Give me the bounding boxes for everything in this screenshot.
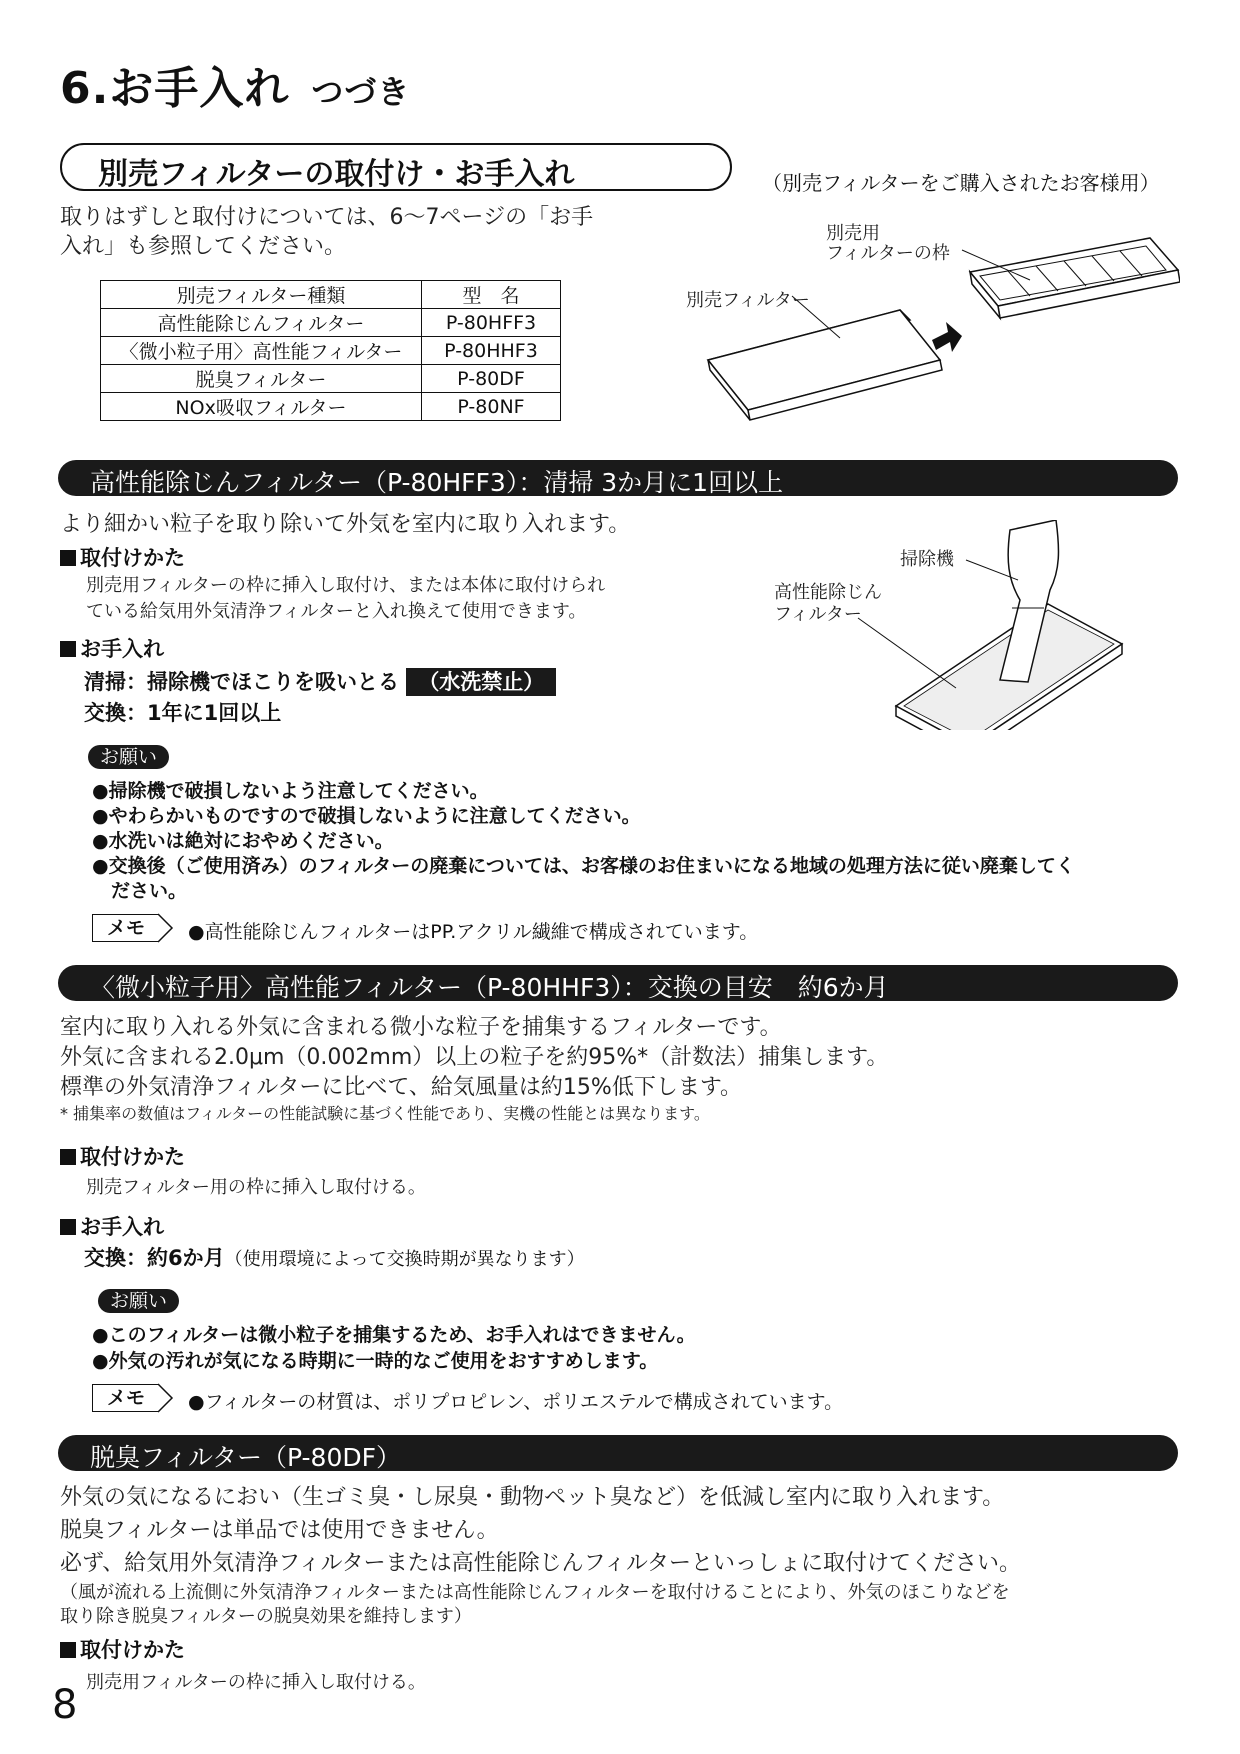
vacuum-label: 掃除機 bbox=[900, 549, 954, 570]
heading-text: お手入れ bbox=[80, 637, 164, 661]
section-bar-title: 高性能除じんフィルター（P-80HFF3）：清掃 3か月に1回以上 bbox=[90, 468, 784, 497]
section-heading-text: 別売フィルターの取付け・お手入れ bbox=[98, 157, 575, 192]
df-line-3: 必ず、給気用外気清浄フィルターまたは高性能除じんフィルターといっしょに取付けてください。 bbox=[60, 1551, 1021, 1576]
section-bar-title: 〈微小粒子用〉高性能フィルター（P-80HHF3）：交換の目安 約6か月 bbox=[90, 973, 889, 1002]
table-header-cell: 型 名 bbox=[422, 281, 561, 309]
table-cell: P-80HHF3 bbox=[422, 337, 561, 365]
memo-tab-icon bbox=[158, 913, 178, 943]
hhf-replace-text: 交換：約6か月 bbox=[84, 1246, 225, 1270]
df-line-1: 外気の気になるにおい（生ゴミ臭・し尿臭・動物ペット臭など）を低減し室内に取り入れます。 bbox=[60, 1485, 1005, 1510]
df-line-2: 脱臭フィルターは単品では使用できません。 bbox=[60, 1518, 499, 1543]
hff-install-line-1: 別売用フィルターの枠に挿入し取付け、または本体に取付けられ bbox=[86, 575, 606, 596]
hff-request-5: ださい。 bbox=[92, 880, 188, 902]
hhf-replace-row bbox=[84, 1242, 585, 1272]
hhf-care-heading bbox=[60, 1211, 164, 1241]
hff-request-1: ●掃除機で破損しないよう注意してください。 bbox=[92, 780, 489, 802]
filter-frame-drawing bbox=[970, 238, 1180, 318]
hff-care-heading bbox=[60, 633, 164, 663]
df-install-text: 別売用フィルターの枠に挿入し取付ける。 bbox=[86, 1672, 426, 1693]
customer-note: （別売フィルターをご購入されたお客様用） bbox=[762, 171, 1160, 195]
page-title-sub: つづき bbox=[311, 73, 411, 111]
table-cell: NOx吸収フィルター bbox=[101, 393, 422, 421]
hff-install-heading bbox=[60, 542, 185, 572]
table-row bbox=[101, 393, 561, 421]
hff-request-4: ●交換後（ご使用済み）のフィルターの廃棄については、お客様のお住まいになる地域の処理方法に従い廃棄してく bbox=[92, 855, 1075, 877]
hff-clean-row bbox=[84, 666, 556, 696]
df-note-2: 取り除き脱臭フィルターの脱臭効果を維持します） bbox=[60, 1606, 472, 1627]
hff-lead: より細かい粒子を取り除いて外気を室内に取り入れます。 bbox=[60, 512, 631, 537]
hff-request-3: ●水洗いは絶対におやめください。 bbox=[92, 830, 394, 852]
table-cell: 高性能除じんフィルター bbox=[101, 309, 422, 337]
memo-tab-icon bbox=[158, 1383, 178, 1413]
heading-text: 取付けかた bbox=[80, 1145, 185, 1169]
hhf-line-3: 標準の外気清浄フィルターに比べて、給気風量は約15%低下します。 bbox=[60, 1075, 743, 1100]
hhf-memo-text: ●フィルターの材質は、ポリプロピレン、ポリエステルで構成されています。 bbox=[188, 1391, 844, 1413]
hff-request-badge bbox=[88, 742, 169, 769]
hhf-install-text: 別売フィルター用の枠に挿入し取付ける。 bbox=[86, 1177, 426, 1198]
hhf-install-heading bbox=[60, 1141, 185, 1171]
page-number: 8 bbox=[52, 1682, 78, 1728]
table-row bbox=[101, 309, 561, 337]
hhf-request-2: ●外気の汚れが気になる時期に一時的なご使用をおすすめします。 bbox=[92, 1350, 659, 1372]
df-install-heading bbox=[60, 1634, 185, 1664]
no-wash-badge: （水洗禁止） bbox=[406, 668, 556, 696]
badge-text: お願い bbox=[88, 745, 169, 769]
hhf-request-badge bbox=[98, 1286, 179, 1313]
hhf-memo-label: メモ bbox=[92, 1384, 159, 1412]
hff-clean-text: 清掃：掃除機でほこりを吸いとる bbox=[84, 670, 399, 694]
section-bar-df bbox=[58, 1435, 1178, 1471]
hff-memo-text: ●高性能除じんフィルターはPP.アクリル繊維で構成されています。 bbox=[188, 921, 759, 943]
hhf-line-2: 外気に含まれる2.0μm（0.002mm）以上の粒子を約95%*（計数法）捕集します。 bbox=[60, 1045, 889, 1070]
table-cell: 脱臭フィルター bbox=[101, 365, 422, 393]
section-bar-hff bbox=[58, 460, 1178, 496]
table-row bbox=[101, 337, 561, 365]
hff-install-line-2: ている給気用外気清浄フィルターと入れ換えて使用できます。 bbox=[86, 601, 587, 622]
frame-label: 別売用 フィルターの枠 bbox=[826, 223, 950, 264]
hff-replace-text: 交換：1年に1回以上 bbox=[84, 701, 282, 725]
hff-figure-label: 高性能除じん フィルター bbox=[774, 582, 882, 625]
section-bar-title: 脱臭フィルター（P-80DF） bbox=[90, 1443, 401, 1472]
heading-text: 取付けかた bbox=[80, 546, 185, 570]
table-row bbox=[101, 365, 561, 393]
page-title-main: 6.お手入れ bbox=[60, 63, 290, 114]
table-cell: 〈微小粒子用〉高性能フィルター bbox=[101, 337, 422, 365]
hhf-line-1: 室内に取り入れる外気に含まれる微小な粒子を捕集するフィルターです。 bbox=[60, 1015, 782, 1040]
intro-line-2: 入れ」も参照してください。 bbox=[60, 234, 347, 259]
table-cell: P-80DF bbox=[422, 365, 561, 393]
table-header-row bbox=[101, 281, 561, 309]
hhf-replace-note: （使用環境によって交換時期が異なります） bbox=[224, 1249, 585, 1270]
filter-label: 別売フィルター bbox=[686, 290, 810, 311]
table-header-cell: 別売フィルター種類 bbox=[101, 281, 422, 309]
optional-filter-drawing bbox=[708, 310, 942, 420]
page-title bbox=[60, 52, 410, 116]
hff-memo-label: メモ bbox=[92, 914, 159, 942]
arrow-icon bbox=[932, 322, 962, 352]
table-cell: P-80NF bbox=[422, 393, 561, 421]
heading-text: 取付けかた bbox=[80, 1638, 185, 1662]
df-note-1: （風が流れる上流側に外気清浄フィルターまたは高性能除じんフィルターを取付けることにより、外気のほこりなどを bbox=[60, 1582, 1010, 1603]
heading-text: お手入れ bbox=[80, 1215, 164, 1239]
filter-spec-table bbox=[100, 280, 561, 421]
section-heading-optional-filters bbox=[60, 143, 732, 191]
table-cell: P-80HFF3 bbox=[422, 309, 561, 337]
hhf-request-1: ●このフィルターは微小粒子を捕集するため、お手入れはできません。 bbox=[92, 1324, 696, 1346]
section-bar-hhf bbox=[58, 965, 1178, 1001]
intro-line-1: 取りはずしと取付けについては、6〜7ページの「お手 bbox=[60, 205, 594, 230]
hhf-footnote: * 捕集率の数値はフィルターの性能試験に基づく性能であり、実機の性能とは異なります。 bbox=[60, 1104, 710, 1123]
badge-text: お願い bbox=[98, 1289, 179, 1313]
hff-request-2: ●やわらかいものですので破損しないように注意してください。 bbox=[92, 805, 641, 827]
